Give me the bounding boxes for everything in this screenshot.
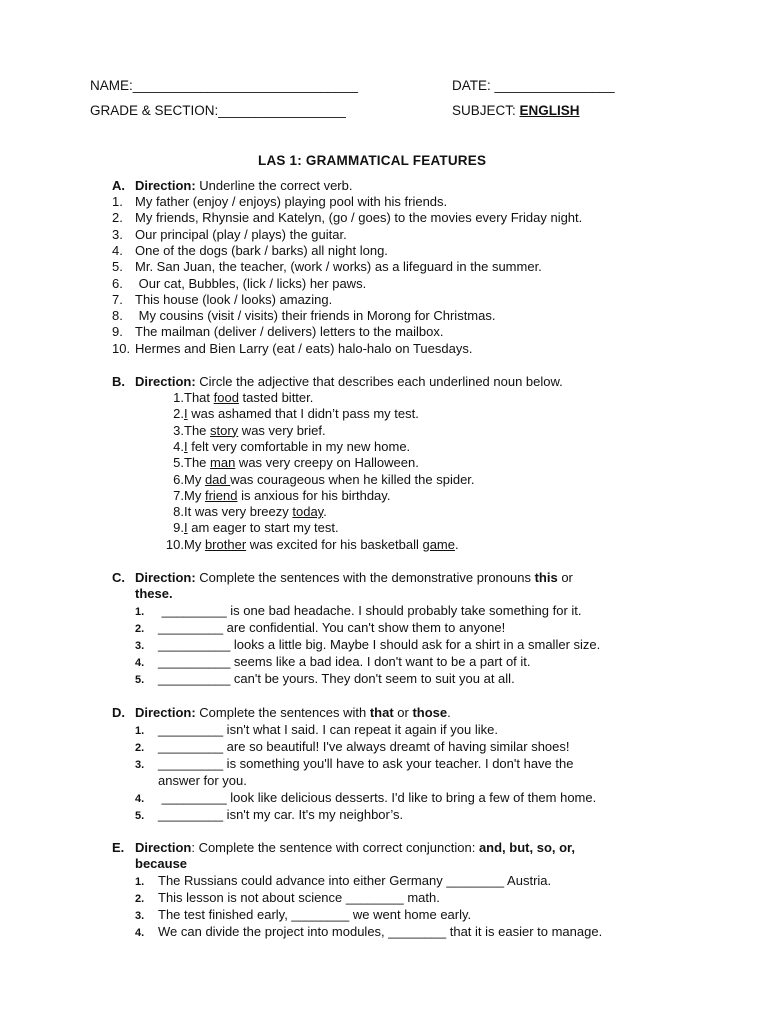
item-number: 5. (173, 455, 184, 471)
word-this: this (534, 570, 558, 585)
item-number: 4. (135, 793, 145, 805)
text-pre: My (184, 487, 205, 503)
section-d-direction (112, 705, 451, 721)
item-text (184, 504, 327, 519)
item-text: __________ seems like a bad idea. I don't want to be a part of it. (158, 654, 531, 669)
item-number: 4. (173, 438, 184, 454)
list-item (156, 472, 475, 488)
list-item (135, 603, 582, 620)
list-item (112, 259, 542, 275)
item-number: 8. (173, 504, 184, 520)
item-text (184, 488, 390, 503)
word-those: those (412, 705, 448, 720)
list-item (135, 773, 247, 789)
direction-text: Complete the sentences with (195, 705, 370, 720)
item-number: 7. (112, 291, 123, 307)
list-item (135, 671, 515, 688)
list-item (135, 739, 570, 756)
item-number: 2. (173, 406, 184, 422)
list-item (112, 227, 347, 243)
text-post: is anxious for his birthday. (237, 487, 391, 503)
underlined-noun: I (184, 520, 188, 536)
page-title: LAS 1: GRAMMATICAL FEATURES (258, 153, 487, 168)
list-item (156, 423, 326, 439)
direction-label: Direction: (135, 570, 196, 585)
underlined-noun: I (184, 438, 188, 454)
text-pre: The (184, 422, 211, 438)
direction-label: Direction (135, 840, 192, 855)
item-number: 2. (135, 623, 145, 635)
text-pre: My (184, 536, 205, 552)
underlined-noun: food (213, 390, 239, 405)
underlined-noun-2: game (422, 536, 455, 552)
underlined-noun: story (210, 422, 239, 438)
text-post: felt very comfortable in my new home. (187, 438, 411, 454)
item-number: 6. (112, 275, 123, 291)
item-number: 3. (112, 226, 123, 242)
list-item (135, 722, 498, 739)
item-text (184, 455, 419, 470)
date-field[interactable]: DATE: ________________ (452, 78, 615, 93)
item-text (184, 406, 419, 421)
section-letter: B. (112, 374, 125, 389)
list-item (135, 924, 602, 941)
text-post: was excited for his basketball (246, 536, 423, 552)
item-text: The Russians could advance into either Germany ________ Austria. (158, 873, 552, 888)
item-text: answer for you. (158, 773, 247, 788)
direction-text: Circle the adjective that describes each underlined noun below. (195, 374, 563, 389)
item-number: 2. (135, 893, 145, 905)
text-pre: My (184, 471, 205, 487)
item-number: 4. (135, 657, 145, 669)
list-item (135, 873, 551, 890)
item-text: My cousins (visit / visits) their friends in Morong for Christmas. (135, 308, 496, 324)
underlined-noun: today (292, 504, 324, 520)
direction-text: Underline the correct verb. (195, 178, 353, 193)
or-text: or (557, 570, 573, 585)
item-text: The test finished early, ________ we went home early. (158, 907, 472, 922)
subject-value: ENGLISH (519, 103, 580, 118)
item-number: 3. (135, 910, 145, 922)
item-number: 1. (135, 876, 145, 888)
item-number: 1. (112, 194, 123, 209)
section-letter: A. (112, 178, 125, 193)
direction-label: Direction: (135, 374, 196, 389)
item-number: 5. (112, 259, 123, 275)
underlined-noun: man (210, 455, 236, 471)
list-item (156, 406, 419, 422)
list-item (135, 756, 573, 773)
direction-text: Complete the sentences with the demonstrative pronouns (195, 570, 535, 585)
direction-text: : Complete the sentence with correct conjunction: (191, 840, 479, 855)
text-pre: That (184, 390, 214, 405)
list-item (135, 907, 471, 924)
end-text: . (447, 705, 451, 720)
item-text (184, 390, 313, 405)
list-item (156, 488, 390, 504)
item-text: _________ are confidential. You can't show them to anyone! (158, 620, 506, 635)
word-these: these. (135, 586, 173, 601)
underlined-noun: dad (204, 471, 231, 487)
item-text: My father (enjoy / enjoys) playing pool with his friends. (135, 194, 448, 209)
list-item (112, 341, 472, 357)
item-text: _________ isn't my car. It's my neighbor’s. (158, 807, 404, 822)
item-text: We can divide the project into modules, ________ that it is easier to manage. (158, 924, 603, 939)
item-number: 3. (173, 422, 184, 438)
item-number: 5. (135, 674, 145, 686)
item-text: This lesson is not about science ________ math. (158, 890, 440, 905)
item-text: My friends, Rhynsie and Katelyn, (go / goes) to the movies every Friday night. (135, 210, 583, 226)
list-item (156, 439, 410, 455)
item-number: 10. (165, 536, 184, 552)
direction-label: Direction: (135, 178, 196, 193)
text-post: was very creepy on Halloween. (235, 455, 419, 471)
list-item (112, 210, 582, 226)
section-letter: D. (112, 705, 125, 720)
list-item (112, 276, 366, 292)
list-item (156, 520, 339, 536)
section-a-direction (112, 178, 352, 194)
item-text (184, 472, 475, 487)
item-text: _________ are so beautiful! I've always dreamt of having similar shoes! (158, 739, 570, 754)
text-post: am eager to start my test. (187, 520, 339, 536)
item-number: 4. (135, 927, 145, 939)
item-number: 8. (112, 308, 123, 324)
list-item (156, 455, 419, 471)
item-text: _________ isn't what I said. I can repeat it again if you like. (158, 722, 498, 737)
word-that: that (369, 705, 394, 720)
item-text: Mr. San Juan, the teacher, (work / works) as a lifeguard in the summer. (135, 259, 542, 275)
item-text: _________ look like delicious desserts. I'd like to bring a few of them home. (158, 790, 597, 805)
direction-label: Direction: (135, 705, 196, 720)
item-text: Our principal (play / plays) the guitar. (135, 226, 347, 242)
subject-label: SUBJECT: (452, 103, 520, 118)
list-item (135, 620, 505, 637)
item-number: 10. (112, 340, 131, 356)
name-field[interactable]: NAME:______________________________ (90, 78, 358, 93)
item-text (184, 520, 339, 535)
item-number: 6. (173, 471, 184, 487)
item-number: 1. (173, 390, 184, 405)
item-text: One of the dogs (bark / barks) all night long. (135, 242, 388, 258)
item-number: 5. (135, 810, 145, 822)
item-text: _________ is one bad headache. I should probably take something for it. (158, 603, 582, 618)
list-item (156, 390, 313, 406)
item-number: 3. (135, 640, 145, 652)
section-e-direction (112, 840, 575, 856)
list-item (135, 637, 600, 654)
section-letter: E. (112, 840, 125, 855)
grade-section-field[interactable]: GRADE & SECTION:_________________ (90, 103, 346, 118)
text-post-2: . (455, 536, 459, 552)
item-number: 1. (135, 606, 145, 618)
text-post: tasted bitter. (238, 390, 314, 405)
item-number: 2. (112, 210, 123, 226)
list-item (135, 790, 596, 807)
subject-field (452, 103, 580, 118)
section-b-direction (112, 374, 563, 390)
item-text (184, 423, 326, 438)
item-number: 9. (112, 324, 123, 340)
text-post: was ashamed that I didn’t pass my test. (187, 406, 419, 422)
underlined-noun: I (184, 406, 188, 422)
underlined-noun: friend (204, 487, 238, 503)
item-text: Our cat, Bubbles, (lick / licks) her paws. (135, 275, 367, 291)
section-letter: C. (112, 570, 125, 585)
text-post: was very brief. (238, 422, 326, 438)
item-text (184, 537, 459, 552)
item-text (184, 439, 410, 454)
item-text: __________ looks a little big. Maybe I should ask for a shirt in a smaller size. (158, 637, 601, 652)
section-c-direction (112, 570, 573, 586)
list-item (135, 807, 403, 824)
list-item (112, 324, 444, 340)
item-text: This house (look / looks) amazing. (135, 291, 333, 307)
text-post: was courageous when he killed the spider. (230, 471, 475, 487)
item-number: 1. (135, 725, 145, 737)
list-item (112, 292, 332, 308)
list-item (135, 890, 440, 907)
item-text: Hermes and Bien Larry (eat / eats) halo-halo on Tuesdays. (135, 340, 473, 356)
item-number: 9. (173, 520, 184, 536)
conjunction-words-2: because (135, 856, 188, 871)
list-item (112, 308, 495, 324)
item-number: 7. (173, 487, 184, 503)
list-item (156, 537, 459, 553)
item-text: _________ is something you'll have to ask your teacher. I don't have the (158, 756, 574, 771)
item-number: 3. (135, 759, 145, 771)
list-item (156, 504, 327, 520)
list-item (112, 194, 447, 210)
list-item (112, 243, 388, 259)
list-item (135, 654, 531, 671)
item-number: 2. (135, 742, 145, 754)
underlined-noun: brother (204, 536, 247, 552)
conjunction-words: and, but, so, or, (478, 840, 575, 855)
item-text: The mailman (deliver / delivers) letters to the mailbox. (135, 324, 444, 340)
text-post: . (323, 504, 327, 520)
item-text: __________ can't be yours. They don't seem to suit you at all. (158, 671, 515, 686)
or-text: or (393, 705, 413, 720)
text-pre: The (184, 455, 211, 471)
item-number: 4. (112, 242, 123, 258)
text-pre: It was very breezy (184, 504, 293, 520)
